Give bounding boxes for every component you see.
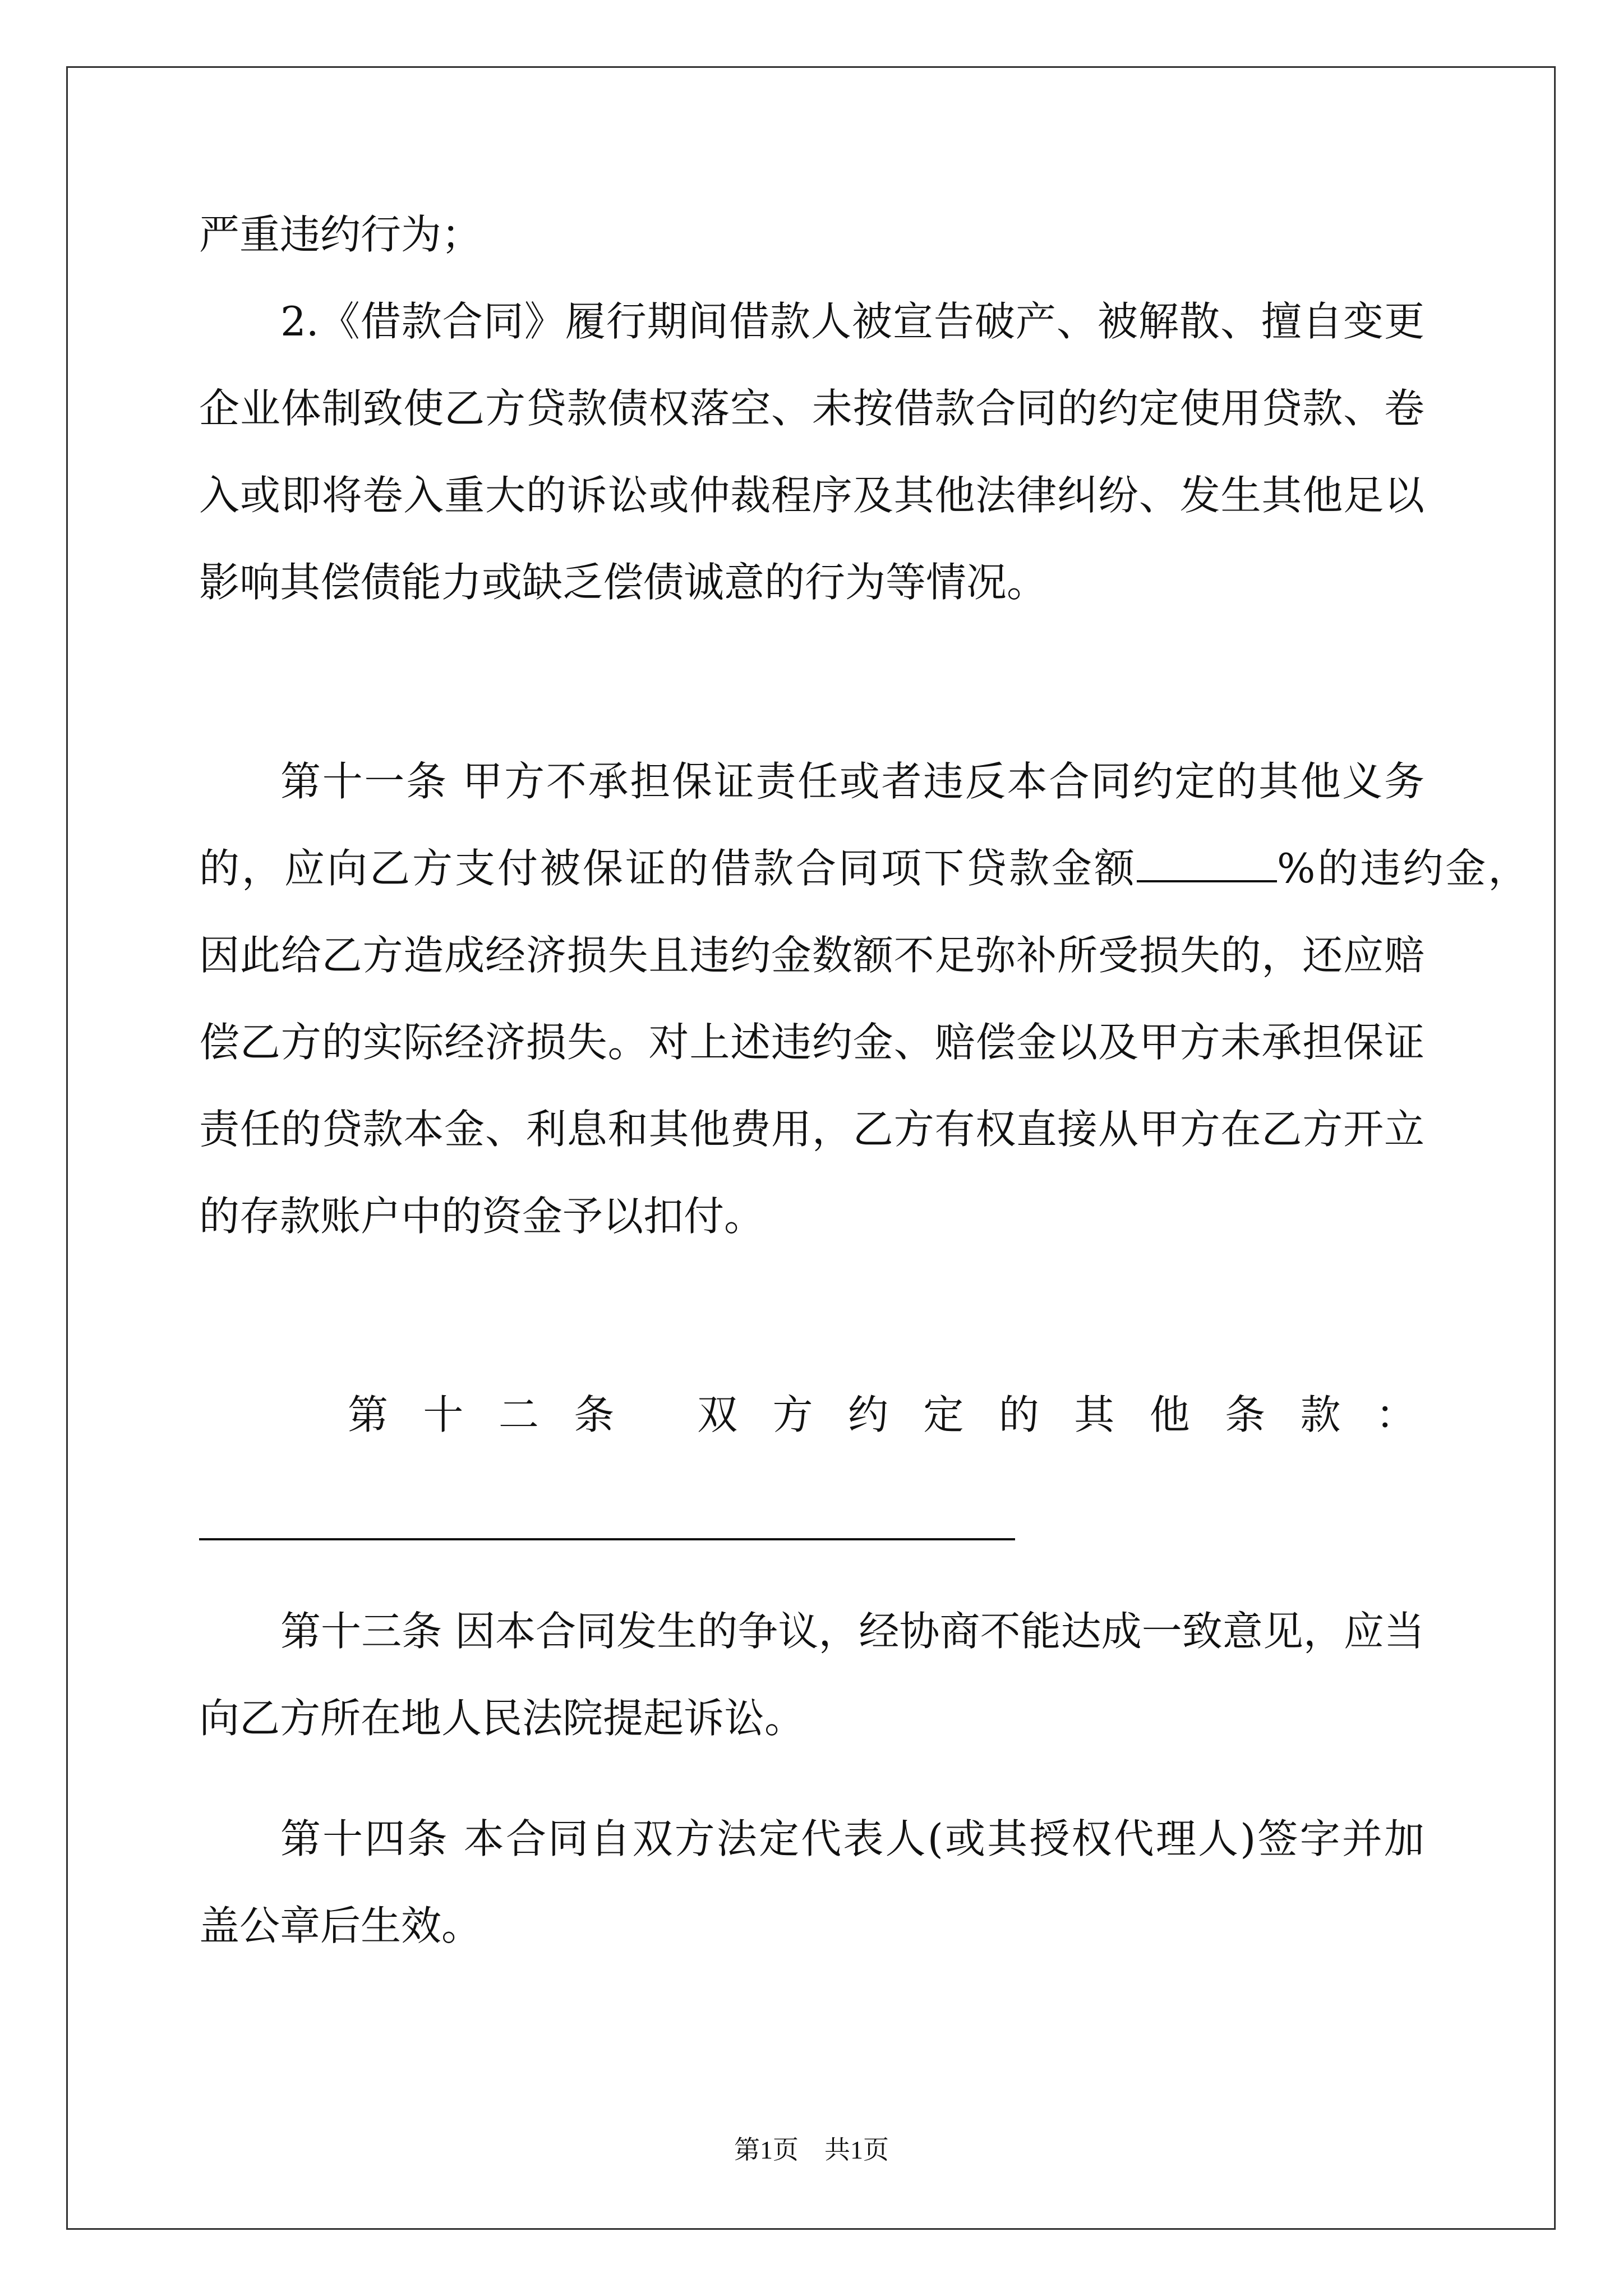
article-12-heading: 第十二条 双方约定的其他条款： [348,1391,1416,1438]
article-11-line-2 [199,841,1531,895]
clause-line-2: 2.《借款合同》履行期间借款人被宣告破产、被解散、擅自变更 [280,298,1424,345]
clause-line-1: 严重违约行为； [199,211,482,258]
article-11-text-a: 的，应向乙方支付被保证的借款合同项下贷款金额 [199,845,1137,892]
article-13-line-1: 第十三条 因本合同发生的争议，经协商不能达成一致意见，应当 [280,1608,1424,1655]
article-11-text-b: %的违约金， [1277,845,1531,892]
clause-line-3: 企业体制致使乙方贷款债权落空、未按借款合同的约定使用贷款、卷 [199,385,1424,432]
article-11-line-5: 责任的贷款本金、利息和其他费用，乙方有权直接从甲方在乙方开立 [199,1106,1424,1153]
article-13-line-2: 向乙方所在地人民法院提起诉讼。 [199,1695,805,1742]
penalty-rate-blank[interactable] [1137,845,1277,882]
other-terms-blank-line[interactable] [199,1538,1015,1540]
article-14-line-1: 第十四条 本合同自双方法定代表人(或其授权代理人)签字并加 [280,1815,1424,1862]
article-11-line-1: 第十一条 甲方不承担保证责任或者违反本合同约定的其他义务 [280,758,1424,805]
page-footer [0,2133,1623,2167]
article-11-line-3: 因此给乙方造成经济损失且违约金数额不足弥补所受损失的，还应赔 [199,932,1424,979]
clause-line-5: 影响其偿债能力或缺乏偿债诚意的行为等情况。 [199,559,1048,606]
page-number: 第1页 [734,2136,799,2164]
article-14-line-2: 盖公章后生效。 [199,1902,482,1949]
article-11-line-6: 的存款账户中的资金予以扣付。 [199,1193,765,1240]
page-total: 共1页 [824,2136,889,2164]
clause-line-4: 入或即将卷入重大的诉讼或仲裁程序及其他法律纠纷、发生其他足以 [199,472,1424,519]
article-11-line-4: 偿乙方的实际经济损失。对上述违约金、赔偿金以及甲方未承担保证 [199,1019,1424,1066]
